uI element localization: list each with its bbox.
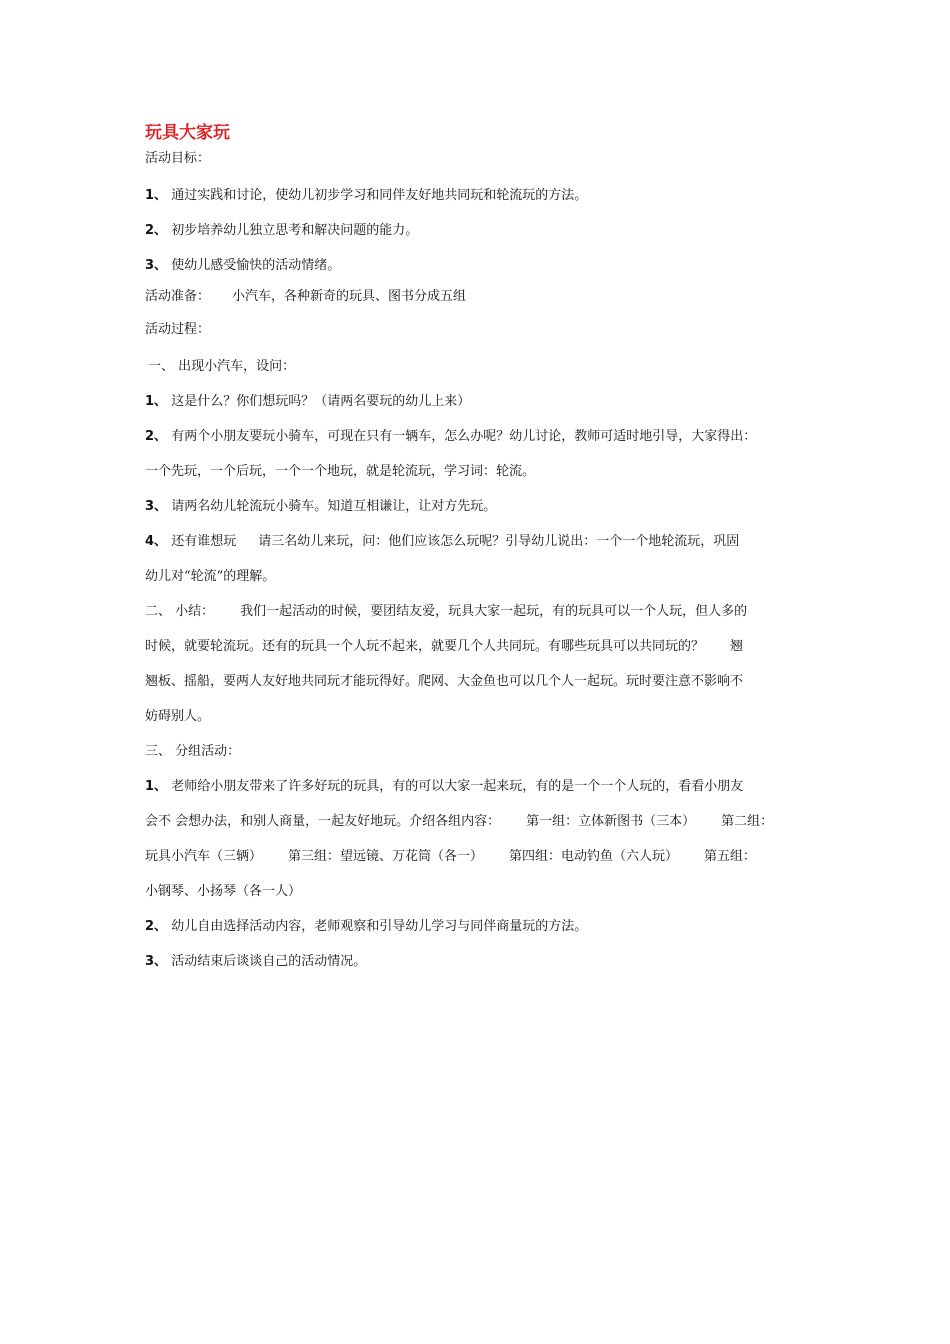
goal-item-1 — [145, 178, 815, 213]
group-1: 第一组：立体新图书（三本） — [526, 814, 696, 829]
document-page — [145, 120, 815, 979]
section1-item-1 — [145, 384, 815, 419]
item-text: 使幼儿感受愉快的活动情绪。 — [171, 258, 341, 273]
item-number: 4、 — [145, 534, 168, 549]
item-text: 这是什么？你们想玩吗？（请两名要玩的幼儿上来） — [171, 394, 471, 409]
section3-item-1 — [145, 769, 815, 804]
section1-item-2-cont: 一个先玩，一个后玩，一个一个地玩，就是轮流玩，学习词：轮流。 — [145, 464, 536, 479]
item-text: 通过实践和讨论，使幼儿初步学习和同伴友好地共同玩和轮流玩的方法。 — [171, 188, 588, 203]
item-number: 3、 — [145, 954, 168, 969]
section3-item-3 — [145, 944, 815, 979]
group-4: 第四组：电动钓鱼（六人玩） — [509, 849, 679, 864]
item-text-line1: 老师给小朋友带来了许多好玩的玩具，有的可以大家一起来玩，有的是一个一个人玩的，看看小朋友 — [171, 779, 744, 794]
summary-text: 翘 — [730, 639, 744, 654]
document-title: 玩具大家玩 — [145, 123, 230, 143]
item-text: 活动结束后谈谈自己的活动情况。 — [171, 954, 367, 969]
item-number: 2、 — [145, 223, 168, 238]
section2-line-4: 妨碍别人。 — [145, 709, 211, 724]
item-text: 初步培养幼儿独立思考和解决问题的能力。 — [171, 223, 419, 238]
item-text-line1: 有两个小朋友要玩小骑车，可现在只有一辆车，怎么办呢？幼儿讨论，教师可适时地引导，大家得出： — [171, 429, 757, 444]
section2-line-1 — [145, 594, 815, 629]
section3-item-1-line2 — [145, 804, 815, 839]
section2-heading: 二、 小结： — [145, 604, 215, 619]
summary-text: 我们一起活动的时候，要团结友爱，玩具大家一起玩，有的玩具可以一个人玩，但人多的 — [240, 604, 748, 619]
goal-heading: 活动目标： — [145, 151, 211, 166]
group-5-label: 第五组： — [704, 849, 757, 864]
prep-text: 小汽车，各种新奇的玩具、图书分成五组 — [232, 289, 467, 304]
item-number: 1、 — [145, 779, 168, 794]
section1-heading: 一、 出现小汽车，设问： — [148, 359, 296, 374]
item-text: 幼儿自由选择活动内容，老师观察和引导幼儿学习与同伴商量玩的方法。 — [171, 919, 588, 934]
section1-item-3 — [145, 489, 815, 524]
section1-item-4 — [145, 524, 815, 559]
section3-item-1-line4: 小钢琴、小扬琴（各一人） — [145, 884, 302, 899]
item-number: 1、 — [145, 394, 168, 409]
prep-label: 活动准备： — [145, 289, 211, 304]
goal-item-3 — [145, 248, 815, 283]
prep-line — [145, 283, 815, 311]
item-number: 3、 — [145, 258, 168, 273]
summary-text: 时候，就要轮流玩。还有的玩具一个人玩不起来，就要几个人共同玩。有哪些玩具可以共同玩的？ — [145, 639, 705, 654]
section3-item-2 — [145, 909, 815, 944]
section2-line-3: 翘板、摇船，要两人友好地共同玩才能玩得好。爬网、大金鱼也可以几个人一起玩。玩时要注意不影响不 — [145, 674, 744, 689]
group-2: 玩具小汽车（三辆） — [145, 849, 263, 864]
item-number: 1、 — [145, 188, 168, 203]
section2-line-2 — [145, 629, 815, 664]
item-number: 2、 — [145, 429, 168, 444]
section1-item-4-cont: 幼儿对“轮流”的理解。 — [145, 569, 276, 584]
item-text-b: 请三名幼儿来玩，问：他们应该怎么玩呢？引导幼儿说出：一个一个地轮流玩，巩固 — [258, 534, 740, 549]
group-2-label: 第二组： — [721, 814, 774, 829]
section3-item-1-line3 — [145, 839, 815, 874]
item-text-a: 还有谁想玩 — [171, 534, 237, 549]
item-text: 请两名幼儿轮流玩小骑车。知道互相谦让，让对方先玩。 — [171, 499, 497, 514]
item-text: 会不 会想办法，和别人商量，一起友好地玩。介绍各组内容： — [145, 814, 501, 829]
goal-item-2 — [145, 213, 815, 248]
group-3: 第三组：望远镜、万花筒（各一） — [288, 849, 484, 864]
process-heading: 活动过程： — [145, 322, 211, 337]
section1-item-2 — [145, 419, 815, 454]
item-number: 3、 — [145, 499, 168, 514]
section3-heading: 三、 分组活动： — [145, 744, 241, 759]
item-number: 2、 — [145, 919, 168, 934]
